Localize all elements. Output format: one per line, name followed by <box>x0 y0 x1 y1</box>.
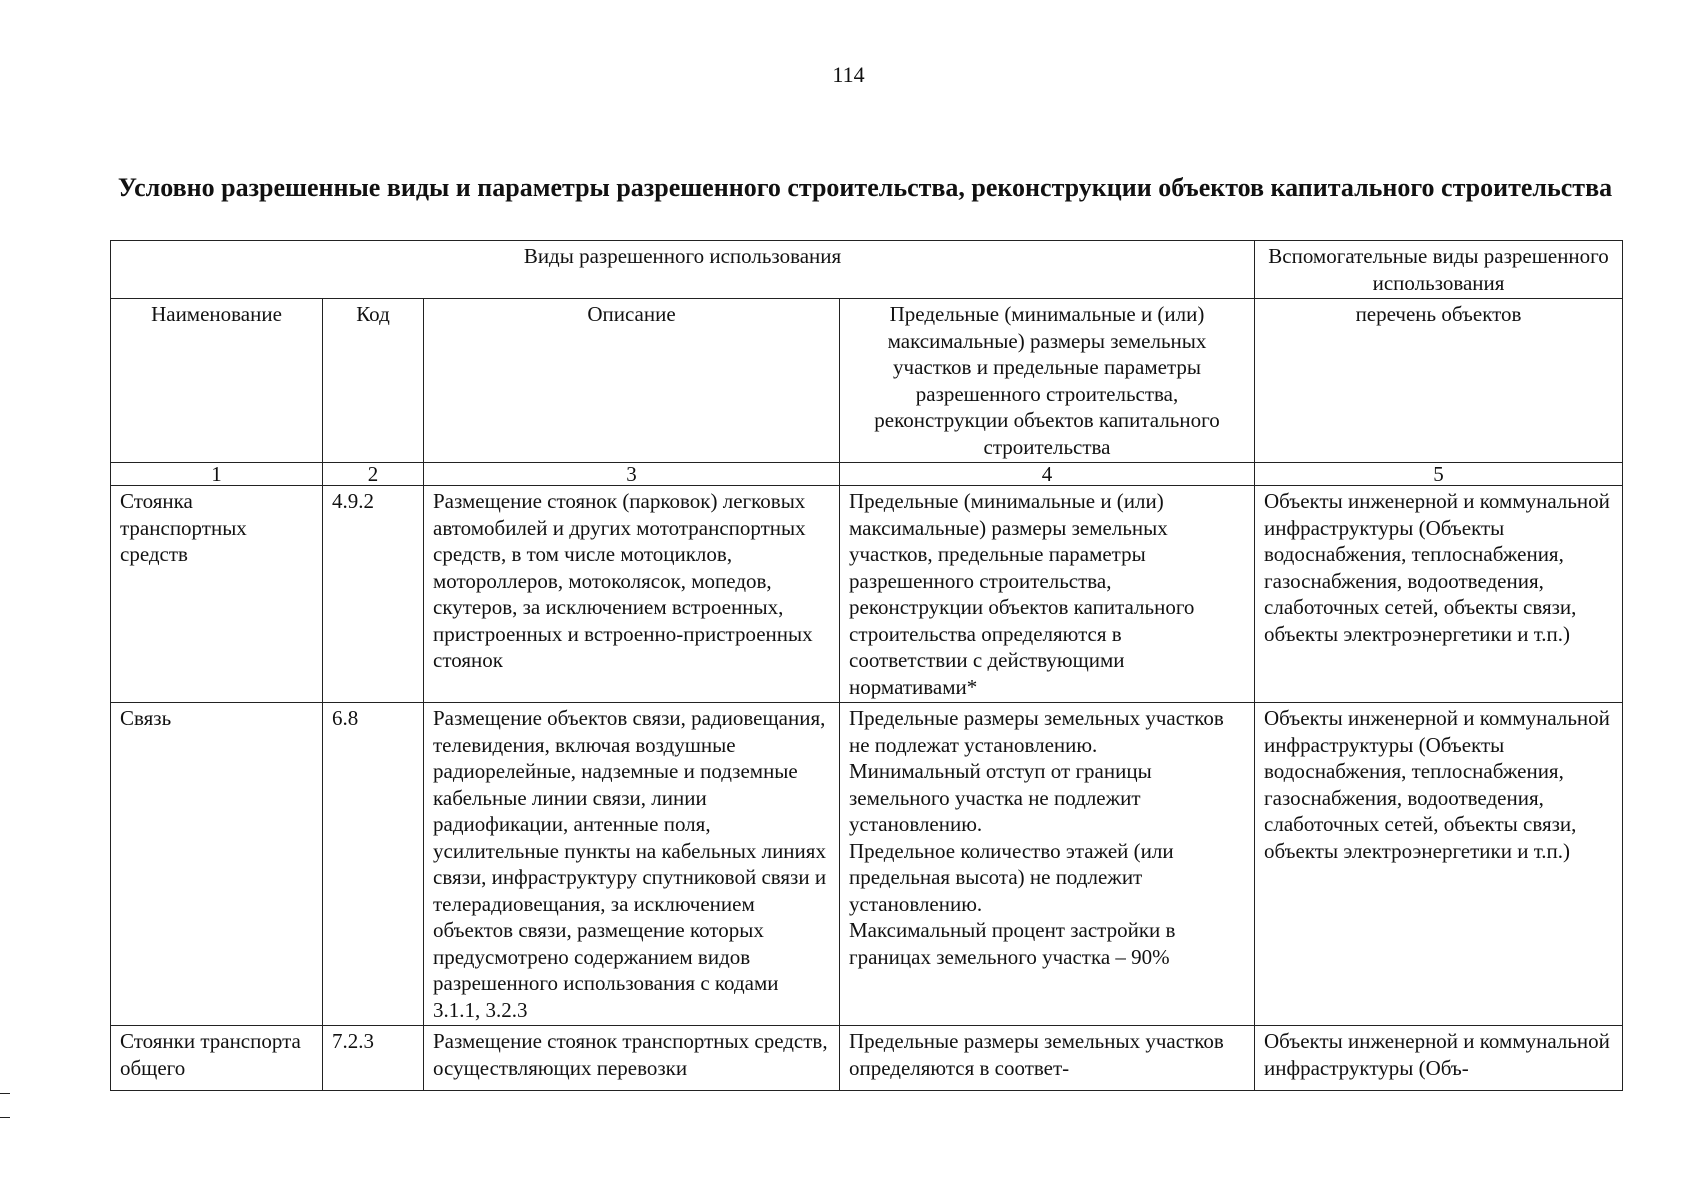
column-number: 2 <box>323 463 424 486</box>
page-number: 114 <box>832 62 865 87</box>
margin-mark <box>0 1117 10 1118</box>
cell-description: Размещение объектов связи, радиовещания, телевидения, включая воздушные радиорелейные, надземные и подземные кабельные линии связи, линии радиофикации, антенные поля, усилительные пункты на кабельных линиях связи, инфраструктуру спутниковой связи и телерадиовещания, за исключением объектов связи, размещение которых предусмотрено содержанием видов разрешенного использования с кодами 3.1.1, 3.2.3 <box>424 703 840 1026</box>
group-header-aux: Вспомогательные виды разрешенного использования <box>1255 241 1623 299</box>
margin-mark <box>0 1093 10 1094</box>
document-title: Условно разрешенные виды и параметры разрешенного строительства, реконструкции объектов капитального строительства <box>117 173 1613 202</box>
table-row <box>111 1026 1623 1091</box>
table-row <box>111 486 1623 703</box>
cell-description: Размещение стоянок (парковок) легковых автомобилей и других мототранспортных средств, в том числе мотоциклов, мотороллеров, мотоколясок, мопедов, скутеров, за исключением встроенных, пристроенных и встроенно-пристроенных стоянок <box>424 486 840 703</box>
cell-name: Связь <box>111 703 323 1026</box>
column-number: 3 <box>424 463 840 486</box>
column-header-description: Описание <box>424 299 840 463</box>
cell-objects: Объекты инженерной и коммунальной инфраструктуры (Объекты водоснабжения, теплоснабжения, газоснабжения, водоотведения, слаботочных сетей, объекты связи, объекты электроэнергетики и т.п.) <box>1255 703 1623 1026</box>
cell-objects: Объекты инженерной и коммунальной инфраструктуры (Объ- <box>1255 1026 1623 1091</box>
cell-name: Стоянки транспорта общего <box>111 1026 323 1091</box>
cell-limits: Предельные размеры земельных участков не подлежат установлению. Минимальный отступ от границы земельного участка не подлежит установлению. Предельное количество этажей (или предельная высота) не подлежит установлению. Максимальный процент застройки в границах земельного участка – 90% <box>840 703 1255 1026</box>
cell-description: Размещение стоянок транспортных средств, осуществляющих перевозки <box>424 1026 840 1091</box>
cell-limits: Предельные размеры земельных участков определяются в соответ- <box>840 1026 1255 1091</box>
cell-name: Стоянка транспортных средств <box>111 486 323 703</box>
group-header-row <box>111 241 1623 299</box>
regulations-table <box>110 240 1623 1091</box>
column-header-name: Наименование <box>111 299 323 463</box>
column-number: 4 <box>840 463 1255 486</box>
group-header-main: Виды разрешенного использования <box>111 241 1255 299</box>
column-number: 1 <box>111 463 323 486</box>
column-header-code: Код <box>323 299 424 463</box>
cell-code: 6.8 <box>323 703 424 1026</box>
cell-objects: Объекты инженерной и коммунальной инфраструктуры (Объекты водоснабжения, теплоснабжения, газоснабжения, водоотведения, слаботочных сетей, объекты связи, объекты электроэнергетики и т.п.) <box>1255 486 1623 703</box>
table-row <box>111 703 1623 1026</box>
column-number: 5 <box>1255 463 1623 486</box>
cell-code: 4.9.2 <box>323 486 424 703</box>
column-header-objects: перечень объектов <box>1255 299 1623 463</box>
column-number-row <box>111 463 1623 486</box>
column-header-row <box>111 299 1623 463</box>
cell-code: 7.2.3 <box>323 1026 424 1091</box>
column-header-limits: Предельные (минимальные и (или) максимальные) размеры земельных участков и предельные параметры разрешенного строительства, реконструкции объектов капитального строительства <box>840 299 1255 463</box>
cell-limits: Предельные (минимальные и (или) максимальные) размеры земельных участков, предельные параметры разрешенного строительства, реконструкции объектов капитального строительства определяются в соответствии с действующими нормативами* <box>840 486 1255 703</box>
